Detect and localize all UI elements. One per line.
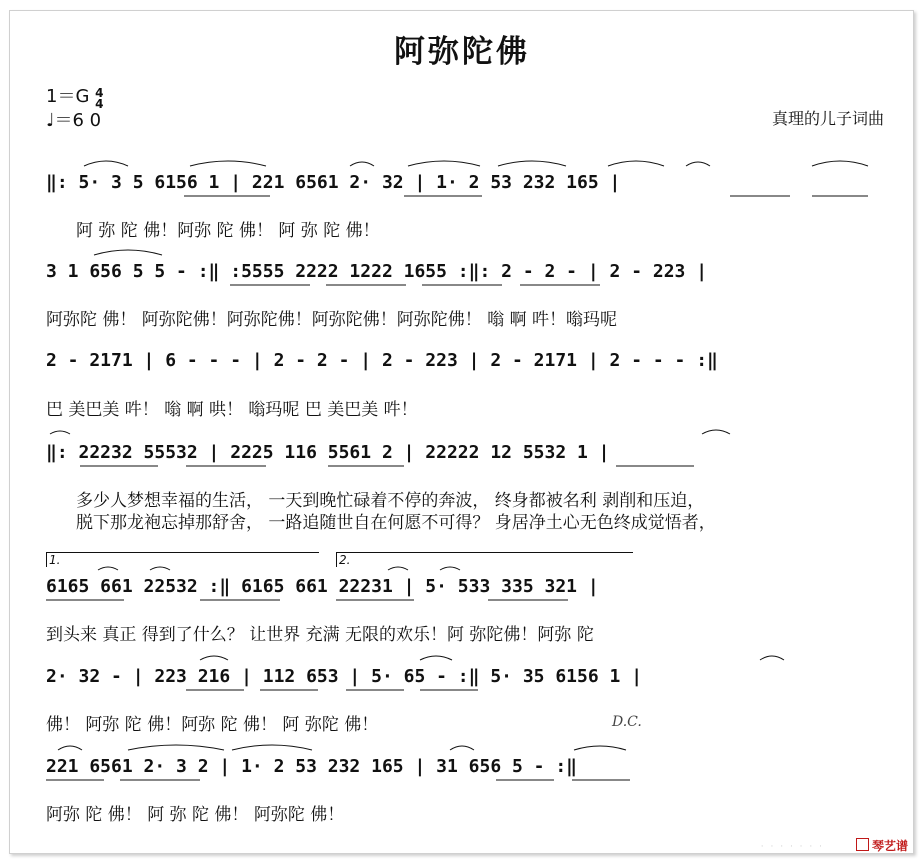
staff-line-4: ‖: 22232 55532 | 2225 116 5561 2 | 22222 12 5532 1 | <box>46 442 610 463</box>
tempo-marking <box>46 106 101 132</box>
quarter-note-icon: ♩ <box>46 110 55 131</box>
second-ending-label: 2. <box>339 553 351 567</box>
staff-line-2: 3 1 656 5 5 - :‖ :5555 2222 1222 1655 :‖: 2 - 2 - | 2 - 223 | <box>46 261 708 282</box>
lyric-line-4b: 脱下那龙袍忘掉那舒舍， 一路追随世自在何愿不可得？ 身居净土心无色终成觉悟者， <box>76 513 716 533</box>
lyric-line-1: 阿 弥 陀 佛！阿弥 陀 佛！ 阿 弥 陀 佛！ <box>76 221 380 241</box>
credit-line: 真理的儿子词曲 <box>771 109 884 128</box>
tempo-value: ＝6 0 <box>54 110 102 131</box>
lyric-line-5: 到头来 真正 得到了什么？ 让世界 充满 无限的欢乐！阿 弥陀佛！阿弥 陀 <box>46 625 594 645</box>
staff-line-1: ‖: 5· 3 5 6156 1 | 221 6561 2· 32 | 1· 2 53 232 165 | <box>46 172 621 193</box>
staff-line-6: 2· 32 - | 223 216 | 112 653 | 5· 65 - :‖ 5· 35 6156 1 | <box>46 666 643 687</box>
first-ending-bracket <box>46 552 319 567</box>
logo-square-icon <box>856 838 869 851</box>
staff-line-3: 2 - 2171 | 6 - - - | 2 - 2 - | 2 - 223 | 2 - 2171 | 2 - - - :‖ <box>46 350 718 371</box>
lyric-line-4a: 多少人梦想幸福的生活， 一天到晚忙碌着不停的奔波， 终身都被名利 剥削和压迫， <box>76 491 705 511</box>
second-ending-bracket <box>336 552 633 567</box>
lyric-line-3: 巴 美巴美 吽！ 嗡 啊 哄！ 嗡玛呢 巴 美巴美 吽！ <box>46 400 418 420</box>
watermark-logo <box>856 837 908 854</box>
song-title: 阿弥陀佛 <box>394 34 530 70</box>
key-label: 1＝G <box>46 86 90 107</box>
lyric-line-7: 阿弥 陀 佛！ 阿 弥 陀 佛！ 阿弥陀 佛！ <box>46 805 345 825</box>
time-signature-top: 4 <box>95 86 104 100</box>
lyric-line-6: 佛！ 阿弥 陀 佛！阿弥 陀 佛！ 阿 弥陀 佛！ <box>46 715 379 735</box>
lyric-line-2: 阿弥陀 佛！ 阿弥陀佛！阿弥陀佛！阿弥陀佛！阿弥陀佛！ 嗡 啊 吽！嗡玛呢 <box>46 310 618 330</box>
staff-line-7: 221 6561 2· 3 2 | 1· 2 53 232 165 | 31 656 5 - :‖ <box>46 756 578 777</box>
staff-line-5: 6165 661 22532 :‖ 6165 661 22231 | 5· 533 335 321 | <box>46 576 599 597</box>
watermark-faint-icon: · · · · · · · <box>760 842 824 852</box>
first-ending-label: 1. <box>49 553 61 567</box>
watermark-text: 琴艺谱 <box>871 839 908 853</box>
time-signature-bottom: 4 <box>95 97 104 111</box>
dc-marking: D.C. <box>612 714 642 730</box>
